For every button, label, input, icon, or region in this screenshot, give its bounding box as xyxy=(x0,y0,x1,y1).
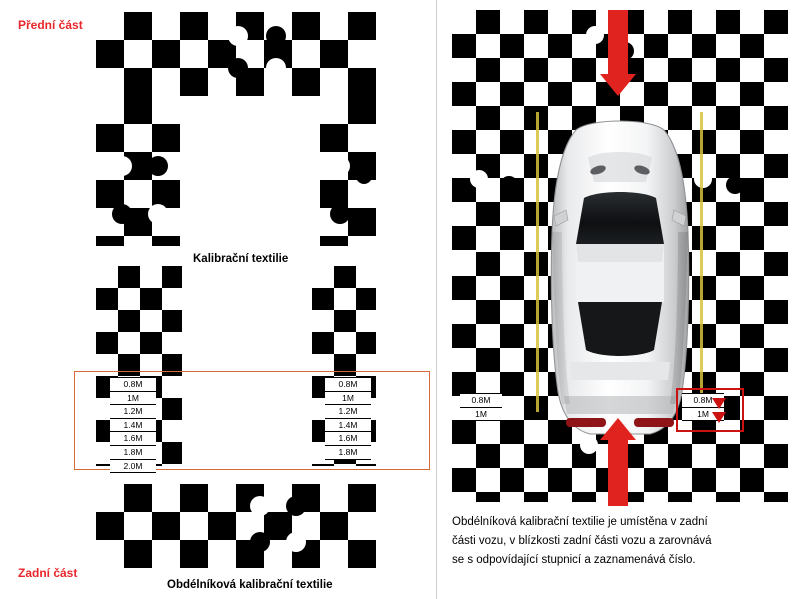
checkerboard-left-arm xyxy=(96,96,180,246)
marker-dot xyxy=(286,496,306,516)
caption-text xyxy=(452,513,782,570)
scale-row: 1.8M xyxy=(325,445,371,460)
marker-dot xyxy=(148,204,168,224)
scale-row: 1.8M xyxy=(110,445,156,459)
marker-dot xyxy=(148,156,168,176)
scale-row: 1.2M xyxy=(325,404,371,418)
checkerboard-top-right xyxy=(208,12,376,96)
arrow-down-front xyxy=(600,10,636,98)
scale-right-long xyxy=(325,377,371,460)
marker-dot xyxy=(112,204,132,224)
caption-line-3: se s odpovídající stupnicí a zaznamenává číslo. xyxy=(452,554,696,566)
marker-dot xyxy=(500,176,518,194)
marker-dot xyxy=(266,26,286,46)
label-front: Přední část xyxy=(18,18,83,32)
scale-row: 0.8M xyxy=(682,393,724,407)
checkerboard-bottom xyxy=(96,484,376,568)
label-rear: Zadní část xyxy=(18,566,78,580)
scale-row: 1.6M xyxy=(110,431,156,445)
marker-dot xyxy=(330,204,350,224)
scale-photo-right-highlight xyxy=(676,388,744,432)
scale-row: 1M xyxy=(325,391,371,405)
scale-row: 1M xyxy=(460,407,502,422)
marker-dot xyxy=(228,26,248,46)
panel-divider xyxy=(436,0,437,599)
marker-dot xyxy=(228,58,248,78)
scale-row: 1.4M xyxy=(325,418,371,432)
scale-row: 0.8M xyxy=(110,377,156,391)
small-arrow-icon xyxy=(712,412,726,423)
marker-dot xyxy=(250,532,270,552)
scale-row: 1M xyxy=(110,391,156,405)
caption-line-2: části vozu, v blízkosti zadní části vozu a zarovnává xyxy=(452,535,712,547)
marker-dot xyxy=(356,168,372,184)
lane-marker-left xyxy=(536,112,539,412)
caption-line-1: Obdélníková kalibrační textilie je umístěna v zadní xyxy=(452,516,708,528)
scale-row: 0.8M xyxy=(325,377,371,391)
arrow-up-rear xyxy=(600,418,636,506)
marker-dot xyxy=(250,496,270,516)
lane-marker-right xyxy=(700,112,703,412)
marker-dot xyxy=(266,58,286,78)
scale-photo-left xyxy=(460,393,502,421)
marker-dot xyxy=(470,170,488,188)
scale-row: 2.0M xyxy=(110,459,156,474)
scale-row: 1M xyxy=(682,407,724,422)
label-calibration-textile: Kalibrační textilie xyxy=(193,253,289,265)
scale-row: 1.6M xyxy=(325,431,371,445)
small-arrow-icon xyxy=(712,398,726,409)
marker-dot xyxy=(726,176,744,194)
marker-dot xyxy=(112,156,132,176)
scale-row: 0.8M xyxy=(460,393,502,407)
scale-left-long xyxy=(110,377,156,473)
label-rect-calibration-textile: Obdélníková kalibrační textilie xyxy=(167,579,333,591)
marker-dot xyxy=(330,156,350,176)
marker-dot xyxy=(286,532,306,552)
scale-row: 1.4M xyxy=(110,418,156,432)
scale-row: 1.2M xyxy=(110,404,156,418)
